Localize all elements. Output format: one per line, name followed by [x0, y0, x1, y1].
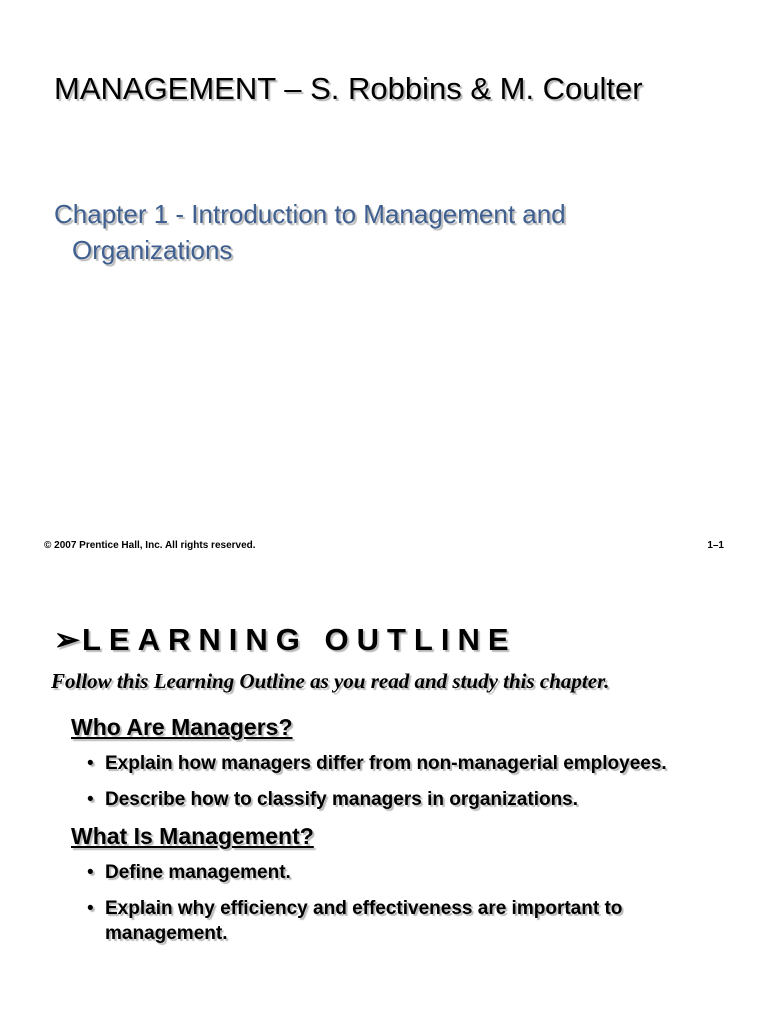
section-what-is-management — [71, 823, 731, 946]
bullet-list — [71, 751, 731, 812]
list-item — [71, 787, 731, 812]
bullet-dot-icon: • — [87, 862, 94, 883]
book-title: MANAGEMENT – S. Robbins & M. Coulter — [54, 71, 643, 106]
bullet-list — [71, 860, 731, 946]
section-who-are-managers — [71, 714, 731, 812]
bullet-text: Describe how to classify managers in organizations. — [105, 789, 579, 810]
bullet-text: Define management. — [105, 862, 291, 883]
section-heading: What Is Management? — [71, 823, 314, 849]
outline-sections — [71, 714, 731, 957]
list-item — [71, 896, 731, 946]
learning-outline-heading — [54, 622, 517, 658]
chapter-title: Chapter 1 - Introduction to Management and Organizations — [54, 199, 566, 265]
learning-outline-heading-text: LEARNING OUTLINE — [81, 622, 517, 657]
bullet-dot-icon: • — [87, 898, 94, 919]
section-heading: Who Are Managers? — [71, 714, 293, 740]
bullet-text: Explain why efficiency and effectiveness are important to management. — [105, 898, 623, 944]
arrowhead-bullet-icon: ➢ — [54, 622, 80, 657]
copyright-notice: © 2007 Prentice Hall, Inc. All rights reserved. — [44, 540, 256, 551]
bullet-dot-icon: • — [87, 789, 94, 810]
bullet-dot-icon: • — [87, 753, 94, 774]
slide-number: 1–1 — [707, 540, 724, 551]
bullet-text: Explain how managers differ from non-managerial employees. — [105, 753, 667, 774]
list-item — [71, 860, 731, 885]
learning-outline-subtitle: Follow this Learning Outline as you read and study this chapter. — [51, 669, 610, 693]
list-item — [71, 751, 731, 776]
learning-outline-slide — [0, 575, 768, 1024]
